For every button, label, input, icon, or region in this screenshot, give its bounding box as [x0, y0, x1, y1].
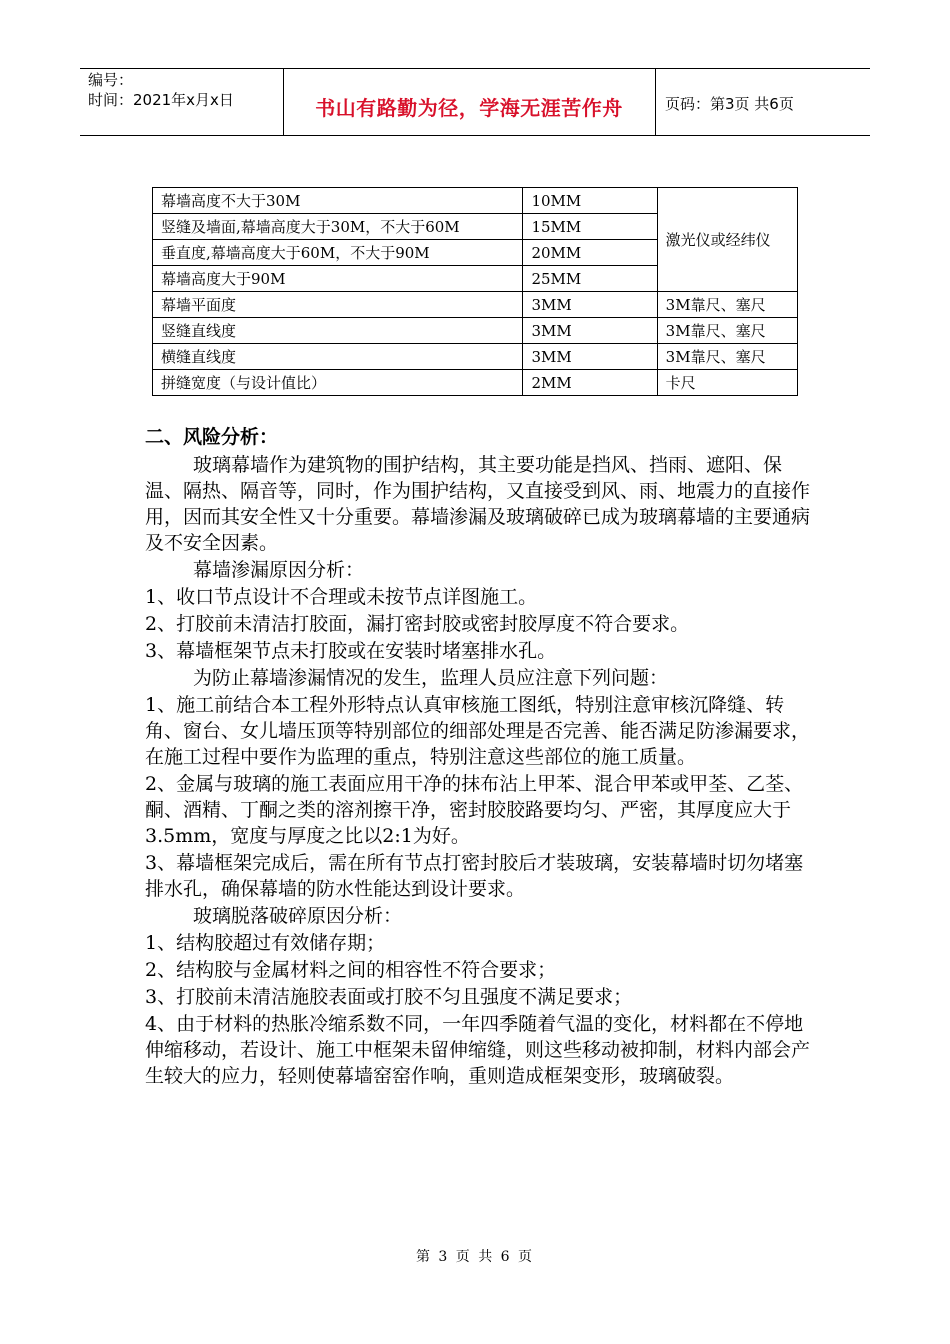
list-item: 2、结构胶与金属材料之间的相容性不符合要求；: [145, 959, 557, 981]
list-item: 1、结构胶超过有效储存期；: [145, 932, 386, 954]
header-divider: [655, 68, 656, 135]
list-item: 3、幕墙框架完成后，需在所有节点打密封胶后才装玻璃，安装幕墙时切勿堵塞排水孔，确保幕墙的防水性能达到设计要求。: [145, 852, 804, 900]
table-row: [153, 370, 798, 396]
intro-paragraph: 玻璃幕墙作为建筑物的围护结构，其主要功能是挡风、挡雨、遮阳、保温、隔热、隔音等，同时，作为围护结构，又直接受到风、雨、地震力的直接作用，因而其安全性又十分重要。幕墙渗漏及玻璃破碎已成为玻璃幕墙的主要通病及不安全因素。: [145, 454, 811, 554]
page-footer: 第 3 页 共 6 页: [415, 1249, 535, 1265]
table-cell-tolerance: 15MM: [523, 214, 657, 240]
table-cell-tolerance: 25MM: [523, 266, 657, 292]
table-cell-item: 竖缝及墙面,幕墙高度大于30M，不大于60M: [153, 214, 523, 240]
table-cell-tool: 3M靠尺、塞尺: [657, 318, 797, 344]
list-item: 3、幕墙框架节点未打胶或在安装时堵塞排水孔。: [145, 640, 557, 662]
table-cell-tool: 卡尺: [657, 370, 797, 396]
header-motto: 书山有路勤为径，学海无涯苦作舟: [315, 96, 623, 120]
table-cell-item: 幕墙高度大于90M: [153, 266, 523, 292]
table-cell-item: 垂直度,幕墙高度大于60M，不大于90M: [153, 240, 523, 266]
table-cell-tolerance: 3MM: [523, 292, 657, 318]
list-item: 3、打胶前未清洁施胶表面或打胶不匀且强度不满足要求；: [145, 986, 633, 1008]
leak-analysis-title: 幕墙渗漏原因分析：: [193, 559, 365, 581]
doc-time-label: 时间：2021年x月x日: [88, 91, 234, 109]
table-row: [153, 344, 798, 370]
list-item: 1、施工前结合本工程外形特点认真审核施工图纸，特别注意审核沉降缝、转角、窗台、女儿墙压顶等特别部位的细部处理是否完善、能否满足防渗漏要求，在施工过程中要作为监理的重点，特别注意这些部位的施工质量。: [145, 694, 811, 768]
header-bottom-rule: [80, 135, 870, 136]
header-meta: [88, 70, 234, 110]
table-cell-tool: 3M靠尺、塞尺: [657, 344, 797, 370]
header-page-label: 页码：第3页 共6页: [665, 95, 794, 113]
list-item: 2、打胶前未清洁打胶面，漏打密封胶或密封胶厚度不符合要求。: [145, 613, 690, 635]
table-cell-item: 拼缝宽度（与设计值比）: [153, 370, 523, 396]
table-row: [153, 292, 798, 318]
list-item: 1、收口节点设计不合理或未按节点详图施工。: [145, 586, 538, 608]
table-cell-item: 幕墙高度不大于30M: [153, 188, 523, 214]
table-cell-item: 横缝直线度: [153, 344, 523, 370]
table-cell-tolerance: 3MM: [523, 318, 657, 344]
list-item: 2、金属与玻璃的施工表面应用干净的抹布沾上甲苯、混合甲苯或甲荃、乙荃、酮、酒精、丁酮之类的溶剂擦干净，密封胶胶路要均匀、严密，其厚度应大于3.5mm，宽度与厚度之比以2:1为好。: [145, 773, 804, 847]
table-cell-item: 竖缝直线度: [153, 318, 523, 344]
list-item: 4、由于材料的热胀冷缩系数不同，一年四季随着气温的变化，材料都在不停地伸缩移动，若设计、施工中框架未留伸缩缝，则这些移动被抑制，材料内部会产生较大的应力，轻则使幕墙窑窑作响，重则造成框架变形，玻璃破裂。: [145, 1013, 811, 1087]
table-cell-tolerance: 2MM: [523, 370, 657, 396]
table-cell-tolerance: 3MM: [523, 344, 657, 370]
section-heading: 二、风险分析：: [145, 426, 279, 448]
table-cell-tolerance: 10MM: [523, 188, 657, 214]
table-row: [153, 318, 798, 344]
table-cell-tolerance: 20MM: [523, 240, 657, 266]
doc-number-label: 编号：: [88, 71, 134, 89]
table-cell-item: 幕墙平面度: [153, 292, 523, 318]
table-cell-tool: 3M靠尺、塞尺: [657, 292, 797, 318]
table-cell-tool: 激光仪或经纬仪: [657, 188, 797, 292]
document-body: [145, 424, 815, 1089]
header-top-rule: [80, 68, 870, 69]
prevention-title: 为防止幕墙渗漏情况的发生，监理人员应注意下列问题：: [193, 667, 669, 689]
tolerance-table: [152, 187, 798, 396]
glass-analysis-title: 玻璃脱落破碎原因分析：: [193, 905, 403, 927]
table-row: [153, 188, 798, 214]
